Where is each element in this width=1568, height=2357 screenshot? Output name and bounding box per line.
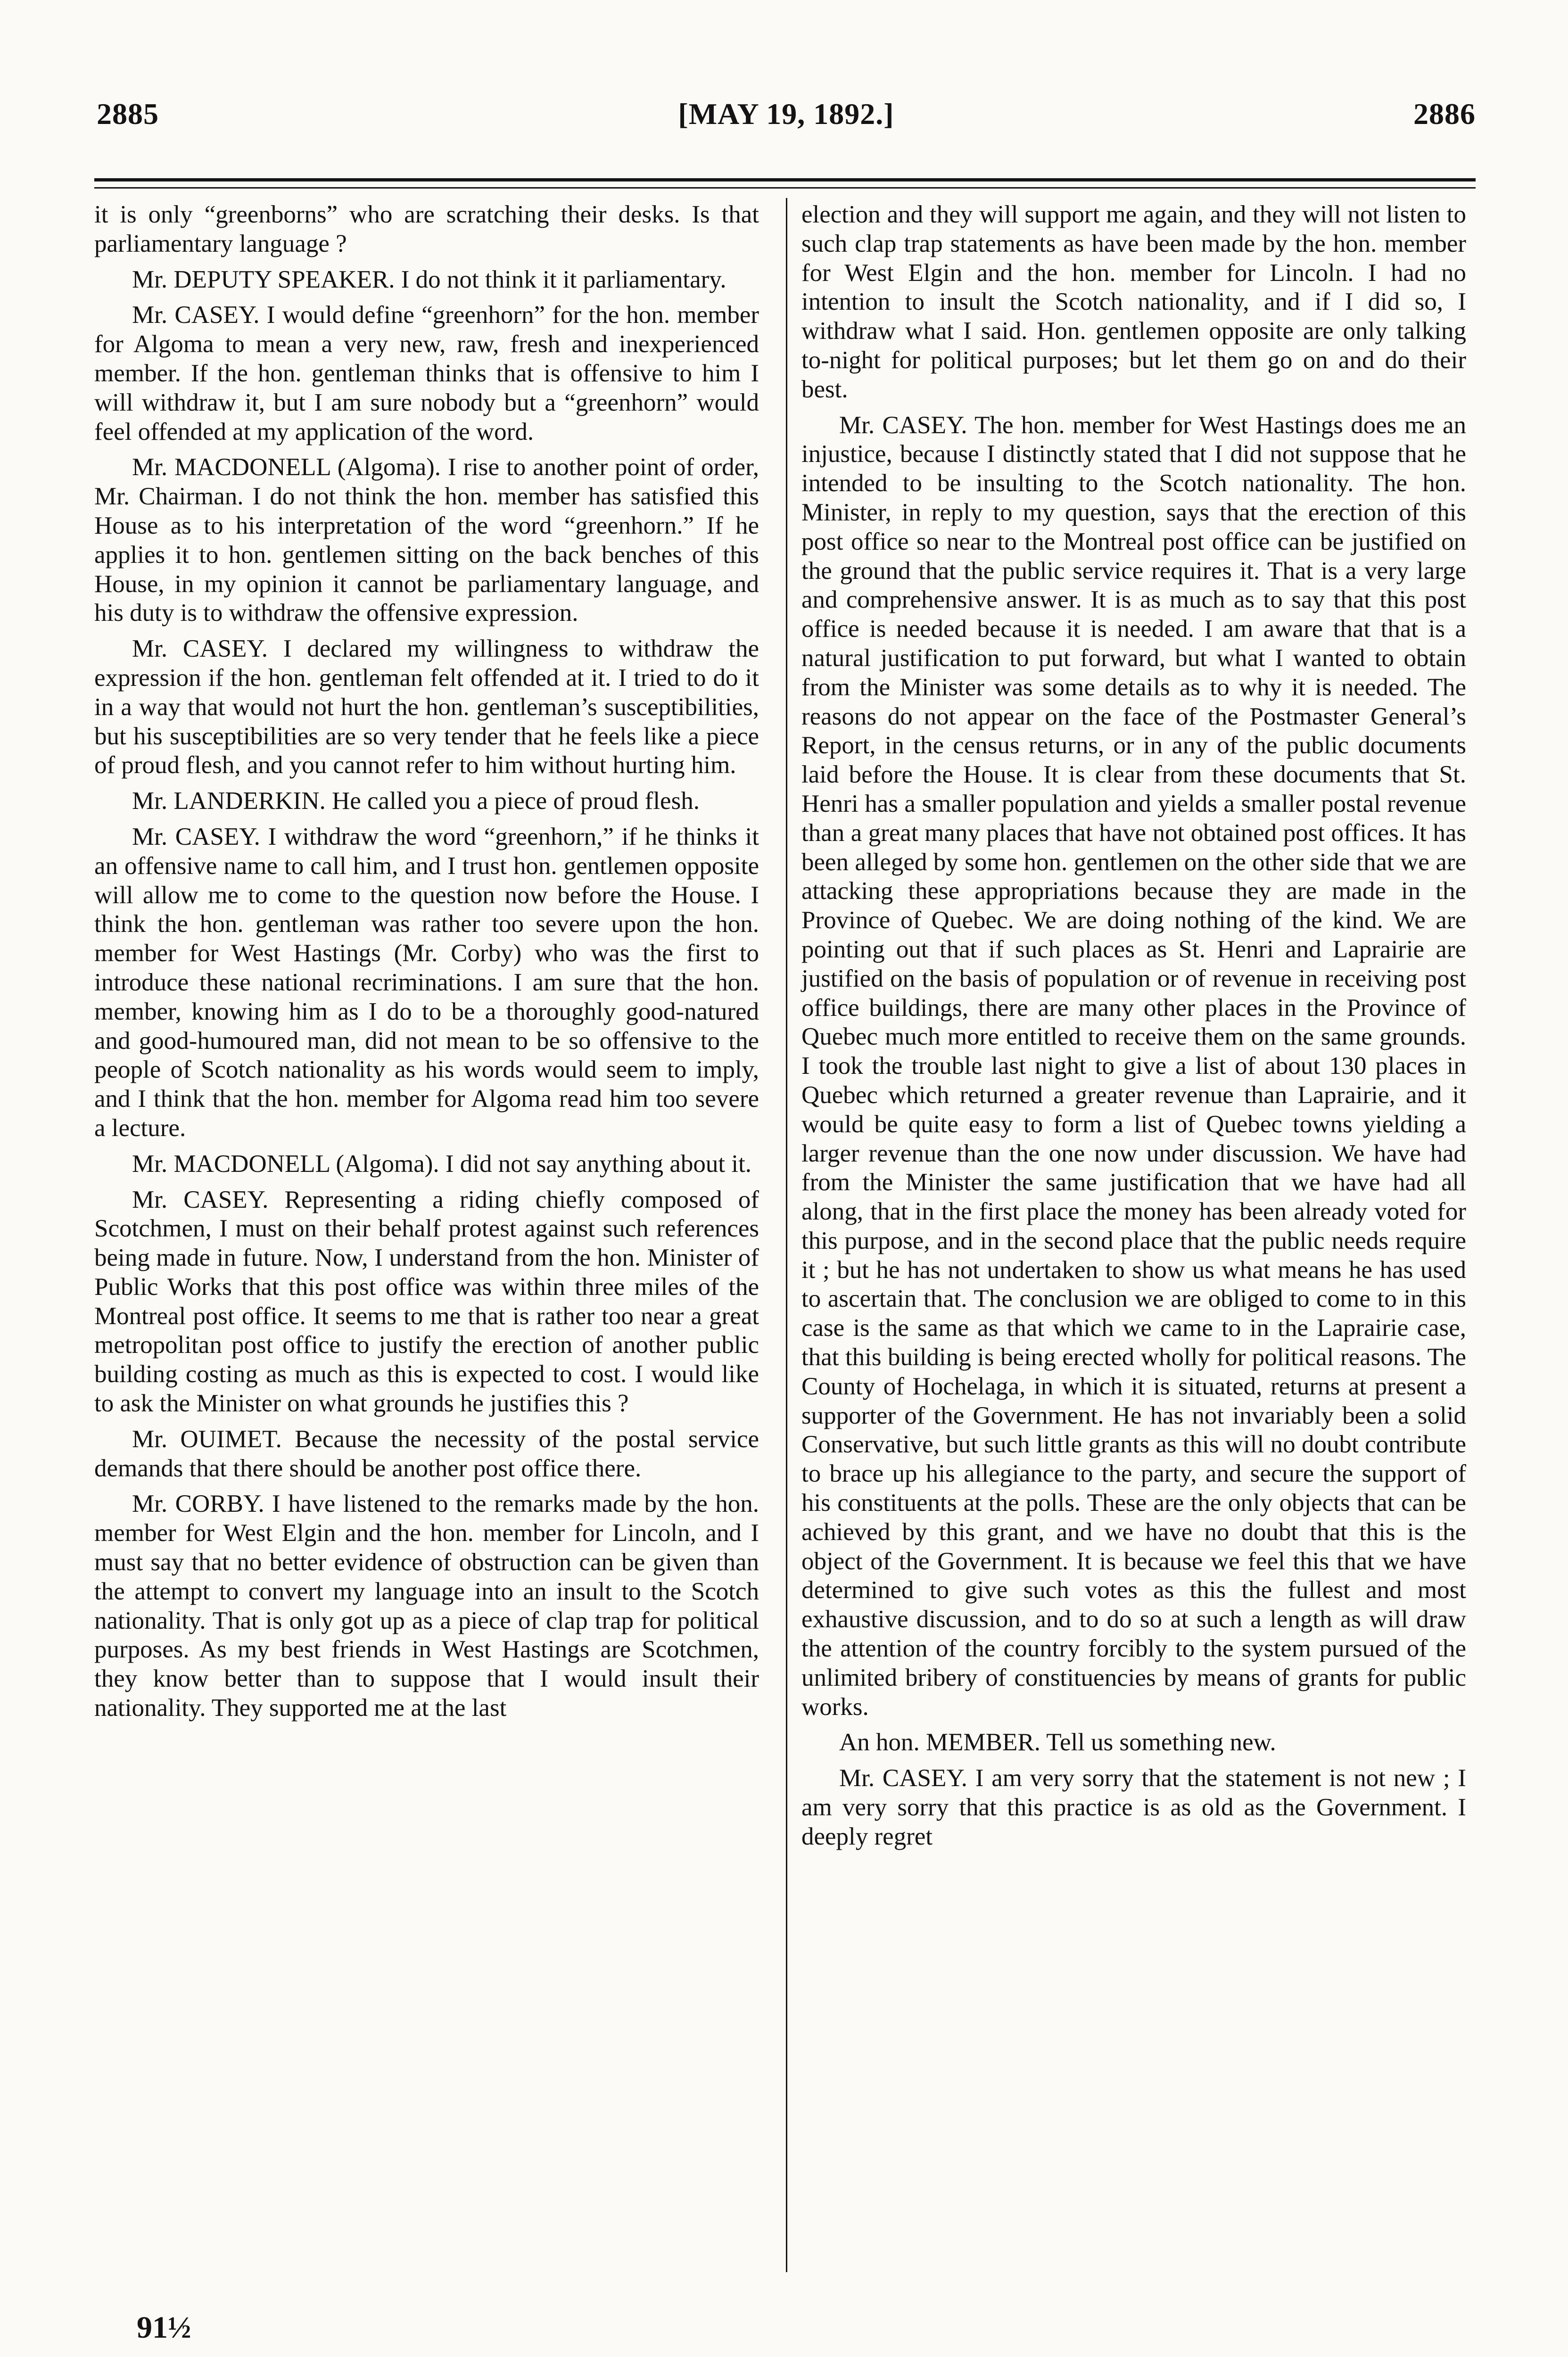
paragraph: Mr. CASEY. Representing a riding chiefly composed of Scotchmen, I must on their behalf protest against such references being made in future. Now, I understand from the hon. Minister of Public Works that this post office was within three miles of the Montreal post office. It seems to me that is rather too near a great metropolitan post office to justify the erection of another public building costing as much as this is expected to cost. I would like to ask the Minister on what grounds he justifies this ? [94,1186,759,1417]
paragraph: Mr. MACDONELL (Algoma). I did not say anything about it. [132,1150,752,1178]
right-column [801,200,1466,1858]
paragraph: Mr. CASEY. I withdraw the word “greenhorn,” if he thinks it an offensive name to call him, and I trust hon. gentlemen opposite will allow me to come to the question now before the House. I think the hon. gentleman was rather too severe upon the hon. member for West Hastings (Mr. Corby) who was the first to introduce these national recriminations. I am sure that the hon. member, knowing him as I do to be a thoroughly good-natured and good-humoured man, did not mean to be so offensive to the people of Scotch nationality as his words would seem to imply, and I think that the hon. member for Algoma read him too severe a lecture. [94,823,759,1142]
folio-mark: 91½ [137,2310,191,2345]
right-page-number: 2886 [1413,97,1476,131]
left-column [94,200,759,1730]
left-page-number: 2885 [97,97,159,131]
paragraph: Mr. CASEY. I declared my willingness to withdraw the expression if the hon. gentleman felt offended at it. I tried to do it in a way that would not hurt the hon. gentleman’s susceptibilities, but his susceptibilities are so very tender that he feels like a piece of proud flesh, and you cannot refer to him without hurting him. [94,635,759,779]
paragraph: An hon. MEMBER. Tell us something new. [839,1729,1276,1756]
paragraph: Mr. OUIMET. Because the necessity of the postal service demands that there should be another post office there. [94,1425,759,1482]
paragraph: Mr. CASEY. I would define “greenhorn” for the hon. member for Algoma to mean a very new, raw, fresh and inexperienced member. If the hon. gentleman thinks that is offensive to him I will withdraw it, but I am sure nobody but a “greenhorn” would feel offended at my application of the word. [94,301,759,445]
paragraph: Mr. DEPUTY SPEAKER. I do not think it it parliamentary. [132,265,726,293]
column-divider [786,198,787,2272]
paragraph: it is only “greenborns” who are scratching their desks. Is that parliamentary language ? [94,201,759,257]
paragraph: Mr. CASEY. The hon. member for West Hastings does me an injustice, because I distinctly stated that I did not suppose that he intended to be insulting to the Scotch nationality. The hon. Minister, in reply to my question, says that the erection of this post office so near to the Montreal post office can be justified on the ground that the public service requires it. That is a very large and comprehensive answer. It is as much as to say that this post office is needed because it is needed. I am aware that that is a natural justification to put forward, but what I wanted to obtain from the Minister was some details as to why it is needed. The reasons do not appear on the face of the Postmaster General’s Report, in the census returns, or in any of the public documents laid before the House. It is clear from these documents that St. Henri has a smaller population and yields a smaller postal revenue than a great many places that have not obtained post offices. It has been alleged by some hon. gentlemen on the other side that we are attacking these appropriations because they are made in the Province of Quebec. We are doing nothing of the kind. We are pointing out that if such places as St. Henri and Laprairie are justified on the basis of population or of revenue in receiving post office buildings, there are many other places in the Province of Quebec much more entitled to receive them on the same grounds. I took the trouble last night to give a list of about 130 places in Quebec which returned a greater revenue than Laprairie, and it would be quite easy to form a list of Quebec towns yielding a larger revenue than the one now under discussion. We have had from the Minister the same justification that we have had all along, that in the first place the money has been already voted for this purpose, and in the second place that the public needs require it ; but he has not undertaken to show us what means he has used to ascertain that. The conclusion we are obliged to come to in this case is the same as that which we came to in the Laprairie case, that this building is being erected wholly for political reasons. The County of Hochelaga, in which it is situated, returns at present a supporter of the Government. He has not invariably been a solid Conservative, but such little grants as this will no doubt contribute to brace up his allegiance to the party, and secure the support of his constituents at the polls. These are the only objects that can be achieved by this grant, and we have no doubt that this is the object of the Government. It is because we feel this that we have determined to give such votes as this the fullest and most exhaustive discussion, and to do so at such a length as will draw the attention of the country forcibly to the system pursued of the unlimited bribery of constituencies by means of grants for public works. [801,411,1466,1721]
paragraph: Mr. CASEY. I am very sorry that the statement is not new ; I am very sorry that this practice is as old as the Government. I deeply regret [801,1764,1466,1850]
paragraph: Mr. CORBY. I have listened to the remarks made by the hon. member for West Elgin and the hon. member for Lincoln, and I must say that no better evidence of obstruction can be given than the attempt to convert my language into an insult to the Scotch nationality. That is only got up as a piece of clap trap for political purposes. As my best friends in West Hastings are Scotchmen, they know better than to suppose that I would insult their nationality. They supported me at the last [94,1490,759,1722]
page-header [97,97,1476,153]
paragraph: election and they will support me again, and they will not listen to such clap trap statements as have been made by the hon. member for West Elgin and the hon. member for Lincoln. I had no intention to insult the Scotch nationality, and if I did so, I withdraw what I said. Hon. gentlemen opposite are only talking to-night for political purposes; but let them go on and do their best. [801,201,1466,403]
header-rule-thick [94,178,1476,181]
header-rule-thin [94,187,1476,189]
paragraph: Mr. LANDERKIN. He called you a piece of proud flesh. [132,787,700,815]
paragraph: Mr. MACDONELL (Algoma). I rise to another point of order, Mr. Chairman. I do not think the hon. member has satisfied this House as to his interpretation of the word “greenhorn.” If he applies it to hon. gentlemen sitting on the back benches of this House, in my opinion it cannot be parliamentary language, and his duty is to withdraw the offensive expression. [94,453,759,627]
header-date: [MAY 19, 1892.] [678,97,894,131]
